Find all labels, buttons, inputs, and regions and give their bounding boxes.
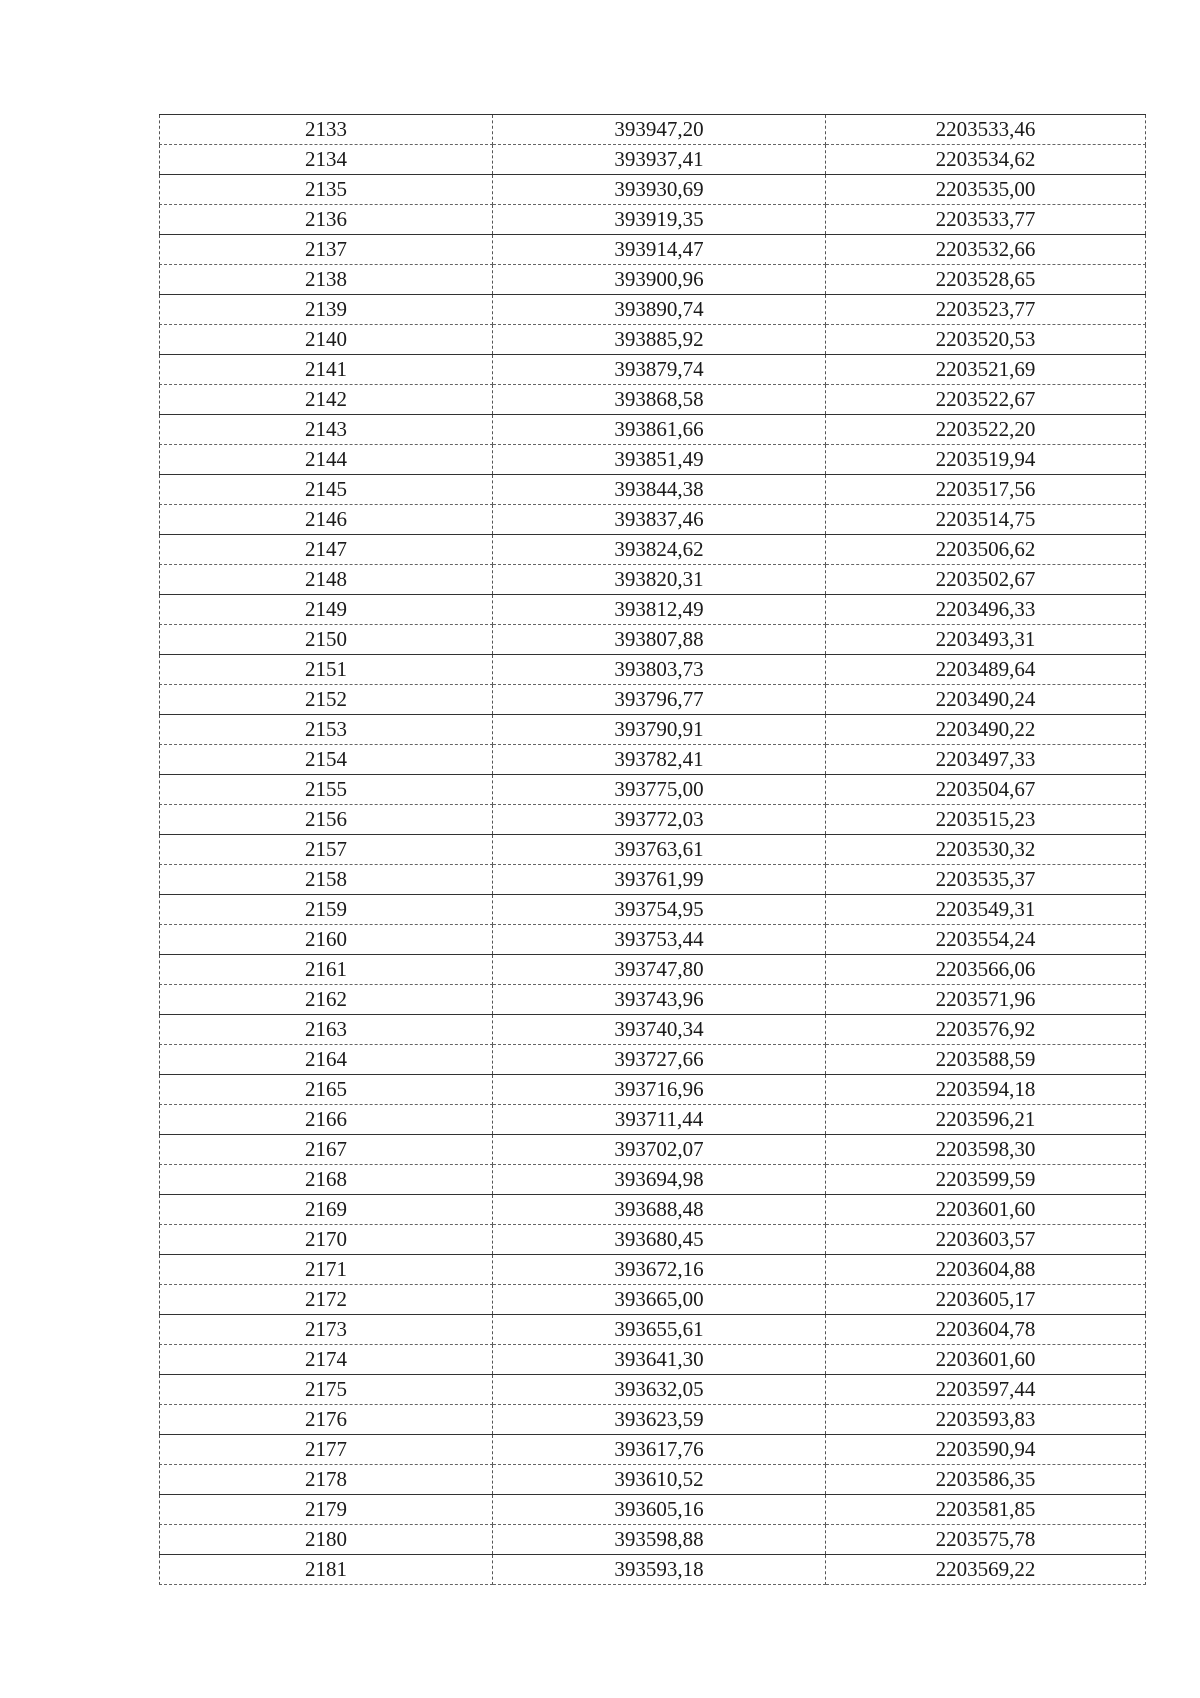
point-number-cell: 2141 [160, 355, 493, 385]
y-coordinate-cell: 2203596,21 [826, 1105, 1146, 1135]
x-coordinate-cell: 393824,62 [493, 535, 826, 565]
x-coordinate-cell: 393868,58 [493, 385, 826, 415]
table-row [160, 415, 1146, 445]
point-number-cell: 2147 [160, 535, 493, 565]
x-coordinate-cell: 393665,00 [493, 1285, 826, 1315]
y-coordinate-cell: 2203533,77 [826, 205, 1146, 235]
point-number-cell: 2176 [160, 1405, 493, 1435]
point-number-cell: 2157 [160, 835, 493, 865]
y-coordinate-cell: 2203566,06 [826, 955, 1146, 985]
x-coordinate-cell: 393807,88 [493, 625, 826, 655]
y-coordinate-cell: 2203581,85 [826, 1495, 1146, 1525]
point-number-cell: 2140 [160, 325, 493, 355]
point-number-cell: 2172 [160, 1285, 493, 1315]
y-coordinate-cell: 2203530,32 [826, 835, 1146, 865]
table-row [160, 1315, 1146, 1345]
x-coordinate-cell: 393711,44 [493, 1105, 826, 1135]
point-number-cell: 2134 [160, 145, 493, 175]
x-coordinate-cell: 393740,34 [493, 1015, 826, 1045]
y-coordinate-cell: 2203522,20 [826, 415, 1146, 445]
y-coordinate-cell: 2203594,18 [826, 1075, 1146, 1105]
x-coordinate-cell: 393820,31 [493, 565, 826, 595]
y-coordinate-cell: 2203601,60 [826, 1345, 1146, 1375]
point-number-cell: 2158 [160, 865, 493, 895]
x-coordinate-cell: 393900,96 [493, 265, 826, 295]
y-coordinate-cell: 2203554,24 [826, 925, 1146, 955]
point-number-cell: 2165 [160, 1075, 493, 1105]
table-row [160, 1135, 1146, 1165]
x-coordinate-cell: 393641,30 [493, 1345, 826, 1375]
x-coordinate-cell: 393623,59 [493, 1405, 826, 1435]
table-row [160, 775, 1146, 805]
table-row [160, 655, 1146, 685]
table-row [160, 1255, 1146, 1285]
y-coordinate-cell: 2203569,22 [826, 1555, 1146, 1585]
table-row [160, 1195, 1146, 1225]
table-row [160, 145, 1146, 175]
x-coordinate-cell: 393727,66 [493, 1045, 826, 1075]
table-row [160, 1075, 1146, 1105]
x-coordinate-cell: 393803,73 [493, 655, 826, 685]
table-row [160, 355, 1146, 385]
x-coordinate-cell: 393879,74 [493, 355, 826, 385]
x-coordinate-cell: 393694,98 [493, 1165, 826, 1195]
x-coordinate-cell: 393598,88 [493, 1525, 826, 1555]
x-coordinate-cell: 393763,61 [493, 835, 826, 865]
y-coordinate-cell: 2203603,57 [826, 1225, 1146, 1255]
table-row [160, 1015, 1146, 1045]
point-number-cell: 2162 [160, 985, 493, 1015]
y-coordinate-cell: 2203522,67 [826, 385, 1146, 415]
y-coordinate-cell: 2203571,96 [826, 985, 1146, 1015]
x-coordinate-cell: 393861,66 [493, 415, 826, 445]
point-number-cell: 2177 [160, 1435, 493, 1465]
table-row [160, 295, 1146, 325]
point-number-cell: 2139 [160, 295, 493, 325]
y-coordinate-cell: 2203497,33 [826, 745, 1146, 775]
point-number-cell: 2144 [160, 445, 493, 475]
point-number-cell: 2151 [160, 655, 493, 685]
point-number-cell: 2142 [160, 385, 493, 415]
x-coordinate-cell: 393885,92 [493, 325, 826, 355]
x-coordinate-cell: 393919,35 [493, 205, 826, 235]
y-coordinate-cell: 2203506,62 [826, 535, 1146, 565]
table-row [160, 865, 1146, 895]
point-number-cell: 2145 [160, 475, 493, 505]
table-row [160, 1555, 1146, 1585]
table-row [160, 1345, 1146, 1375]
y-coordinate-cell: 2203534,62 [826, 145, 1146, 175]
coordinates-table [159, 114, 1146, 1585]
table-row [160, 1435, 1146, 1465]
x-coordinate-cell: 393790,91 [493, 715, 826, 745]
x-coordinate-cell: 393761,99 [493, 865, 826, 895]
y-coordinate-cell: 2203597,44 [826, 1375, 1146, 1405]
point-number-cell: 2160 [160, 925, 493, 955]
point-number-cell: 2136 [160, 205, 493, 235]
point-number-cell: 2169 [160, 1195, 493, 1225]
table-row [160, 1465, 1146, 1495]
table-row [160, 955, 1146, 985]
table-row [160, 385, 1146, 415]
point-number-cell: 2171 [160, 1255, 493, 1285]
x-coordinate-cell: 393617,76 [493, 1435, 826, 1465]
point-number-cell: 2161 [160, 955, 493, 985]
y-coordinate-cell: 2203490,22 [826, 715, 1146, 745]
point-number-cell: 2135 [160, 175, 493, 205]
point-number-cell: 2175 [160, 1375, 493, 1405]
y-coordinate-cell: 2203590,94 [826, 1435, 1146, 1465]
y-coordinate-cell: 2203523,77 [826, 295, 1146, 325]
point-number-cell: 2173 [160, 1315, 493, 1345]
y-coordinate-cell: 2203489,64 [826, 655, 1146, 685]
y-coordinate-cell: 2203504,67 [826, 775, 1146, 805]
table-row [160, 1045, 1146, 1075]
point-number-cell: 2133 [160, 115, 493, 145]
x-coordinate-cell: 393716,96 [493, 1075, 826, 1105]
point-number-cell: 2167 [160, 1135, 493, 1165]
y-coordinate-cell: 2203549,31 [826, 895, 1146, 925]
table-row [160, 625, 1146, 655]
x-coordinate-cell: 393610,52 [493, 1465, 826, 1495]
y-coordinate-cell: 2203519,94 [826, 445, 1146, 475]
point-number-cell: 2143 [160, 415, 493, 445]
table-row [160, 805, 1146, 835]
x-coordinate-cell: 393914,47 [493, 235, 826, 265]
table-row [160, 475, 1146, 505]
y-coordinate-cell: 2203604,88 [826, 1255, 1146, 1285]
point-number-cell: 2174 [160, 1345, 493, 1375]
point-number-cell: 2149 [160, 595, 493, 625]
x-coordinate-cell: 393593,18 [493, 1555, 826, 1585]
y-coordinate-cell: 2203535,37 [826, 865, 1146, 895]
x-coordinate-cell: 393930,69 [493, 175, 826, 205]
x-coordinate-cell: 393688,48 [493, 1195, 826, 1225]
y-coordinate-cell: 2203490,24 [826, 685, 1146, 715]
x-coordinate-cell: 393753,44 [493, 925, 826, 955]
table-row [160, 1105, 1146, 1135]
table-row [160, 835, 1146, 865]
coordinates-table-body [160, 115, 1146, 1585]
y-coordinate-cell: 2203533,46 [826, 115, 1146, 145]
point-number-cell: 2154 [160, 745, 493, 775]
y-coordinate-cell: 2203605,17 [826, 1285, 1146, 1315]
table-row [160, 1285, 1146, 1315]
point-number-cell: 2152 [160, 685, 493, 715]
table-row [160, 715, 1146, 745]
table-row [160, 925, 1146, 955]
table-row [160, 985, 1146, 1015]
y-coordinate-cell: 2203514,75 [826, 505, 1146, 535]
table-row [160, 325, 1146, 355]
table-row [160, 1225, 1146, 1255]
x-coordinate-cell: 393747,80 [493, 955, 826, 985]
x-coordinate-cell: 393812,49 [493, 595, 826, 625]
x-coordinate-cell: 393605,16 [493, 1495, 826, 1525]
x-coordinate-cell: 393743,96 [493, 985, 826, 1015]
point-number-cell: 2164 [160, 1045, 493, 1075]
y-coordinate-cell: 2203517,56 [826, 475, 1146, 505]
x-coordinate-cell: 393754,95 [493, 895, 826, 925]
point-number-cell: 2155 [160, 775, 493, 805]
y-coordinate-cell: 2203599,59 [826, 1165, 1146, 1195]
table-row [160, 1405, 1146, 1435]
x-coordinate-cell: 393937,41 [493, 145, 826, 175]
table-row [160, 535, 1146, 565]
x-coordinate-cell: 393680,45 [493, 1225, 826, 1255]
table-row [160, 205, 1146, 235]
y-coordinate-cell: 2203528,65 [826, 265, 1146, 295]
table-row [160, 895, 1146, 925]
x-coordinate-cell: 393947,20 [493, 115, 826, 145]
point-number-cell: 2170 [160, 1225, 493, 1255]
x-coordinate-cell: 393655,61 [493, 1315, 826, 1345]
point-number-cell: 2156 [160, 805, 493, 835]
x-coordinate-cell: 393837,46 [493, 505, 826, 535]
x-coordinate-cell: 393844,38 [493, 475, 826, 505]
x-coordinate-cell: 393632,05 [493, 1375, 826, 1405]
y-coordinate-cell: 2203586,35 [826, 1465, 1146, 1495]
y-coordinate-cell: 2203493,31 [826, 625, 1146, 655]
point-number-cell: 2168 [160, 1165, 493, 1195]
table-row [160, 445, 1146, 475]
point-number-cell: 2180 [160, 1525, 493, 1555]
table-row [160, 235, 1146, 265]
x-coordinate-cell: 393772,03 [493, 805, 826, 835]
point-number-cell: 2138 [160, 265, 493, 295]
y-coordinate-cell: 2203593,83 [826, 1405, 1146, 1435]
y-coordinate-cell: 2203575,78 [826, 1525, 1146, 1555]
x-coordinate-cell: 393702,07 [493, 1135, 826, 1165]
point-number-cell: 2163 [160, 1015, 493, 1045]
y-coordinate-cell: 2203532,66 [826, 235, 1146, 265]
point-number-cell: 2159 [160, 895, 493, 925]
y-coordinate-cell: 2203521,69 [826, 355, 1146, 385]
point-number-cell: 2153 [160, 715, 493, 745]
y-coordinate-cell: 2203598,30 [826, 1135, 1146, 1165]
x-coordinate-cell: 393775,00 [493, 775, 826, 805]
table-row [160, 265, 1146, 295]
table-row [160, 1495, 1146, 1525]
table-row [160, 115, 1146, 145]
point-number-cell: 2146 [160, 505, 493, 535]
point-number-cell: 2148 [160, 565, 493, 595]
y-coordinate-cell: 2203515,23 [826, 805, 1146, 835]
table-row [160, 175, 1146, 205]
y-coordinate-cell: 2203535,00 [826, 175, 1146, 205]
table-row [160, 685, 1146, 715]
table-row [160, 1525, 1146, 1555]
point-number-cell: 2181 [160, 1555, 493, 1585]
y-coordinate-cell: 2203588,59 [826, 1045, 1146, 1075]
table-row [160, 745, 1146, 775]
table-row [160, 1375, 1146, 1405]
point-number-cell: 2179 [160, 1495, 493, 1525]
point-number-cell: 2166 [160, 1105, 493, 1135]
x-coordinate-cell: 393782,41 [493, 745, 826, 775]
y-coordinate-cell: 2203601,60 [826, 1195, 1146, 1225]
y-coordinate-cell: 2203604,78 [826, 1315, 1146, 1345]
x-coordinate-cell: 393851,49 [493, 445, 826, 475]
x-coordinate-cell: 393672,16 [493, 1255, 826, 1285]
y-coordinate-cell: 2203576,92 [826, 1015, 1146, 1045]
y-coordinate-cell: 2203520,53 [826, 325, 1146, 355]
y-coordinate-cell: 2203496,33 [826, 595, 1146, 625]
y-coordinate-cell: 2203502,67 [826, 565, 1146, 595]
table-row [160, 505, 1146, 535]
x-coordinate-cell: 393890,74 [493, 295, 826, 325]
table-row [160, 1165, 1146, 1195]
table-row [160, 595, 1146, 625]
point-number-cell: 2150 [160, 625, 493, 655]
table-row [160, 565, 1146, 595]
point-number-cell: 2137 [160, 235, 493, 265]
point-number-cell: 2178 [160, 1465, 493, 1495]
x-coordinate-cell: 393796,77 [493, 685, 826, 715]
